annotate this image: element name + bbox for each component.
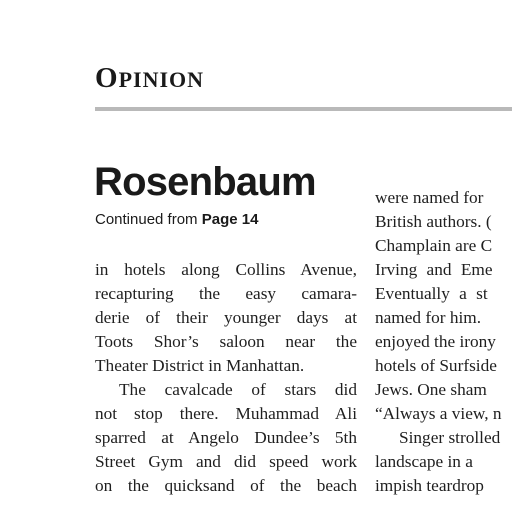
body-line: on the quicksand of the beach	[95, 476, 357, 495]
article-headline: Rosenbaum	[94, 160, 316, 204]
body-line: Irving and Eme	[375, 260, 493, 279]
body-line: landscape in a	[375, 452, 473, 471]
body-line: Eventually a st	[375, 284, 488, 303]
body-line: Champlain are C	[375, 236, 493, 255]
section-header-rest: PINION	[118, 67, 205, 92]
body-line: Theater District in Manhattan.	[95, 356, 305, 375]
body-line: derie of their younger days at	[95, 308, 357, 327]
body-line: British authors. (	[375, 212, 492, 231]
body-line: Street Gym and did speed work	[95, 452, 357, 471]
section-header	[95, 64, 204, 93]
body-line: hotels of Surfside	[375, 356, 497, 375]
body-line: “Always a view, n	[375, 404, 502, 423]
section-rule	[95, 107, 512, 111]
body-line: were named for	[375, 188, 484, 207]
body-line: recapturing the easy camara-	[95, 284, 357, 303]
jump-line	[95, 211, 258, 228]
body-line: Singer strolled	[399, 428, 501, 447]
body-line: Toots Shor’s saloon near the	[95, 332, 357, 351]
body-line: named for him.	[375, 308, 482, 327]
body-line: impish teardrop	[375, 476, 484, 495]
body-line: enjoyed the irony	[375, 332, 496, 351]
body-line: in hotels along Collins Avenue,	[95, 260, 357, 279]
section-header-initial: O	[95, 62, 119, 94]
body-line: sparred at Angelo Dundee’s 5th	[95, 428, 357, 447]
body-line: Jews. One sham	[375, 380, 487, 399]
jump-page: Page 14	[201, 211, 259, 228]
body-line: not stop there. Muhammad Ali	[95, 404, 357, 423]
body-line: The cavalcade of stars did	[119, 380, 357, 399]
jump-prefix: Continued from	[95, 211, 202, 228]
